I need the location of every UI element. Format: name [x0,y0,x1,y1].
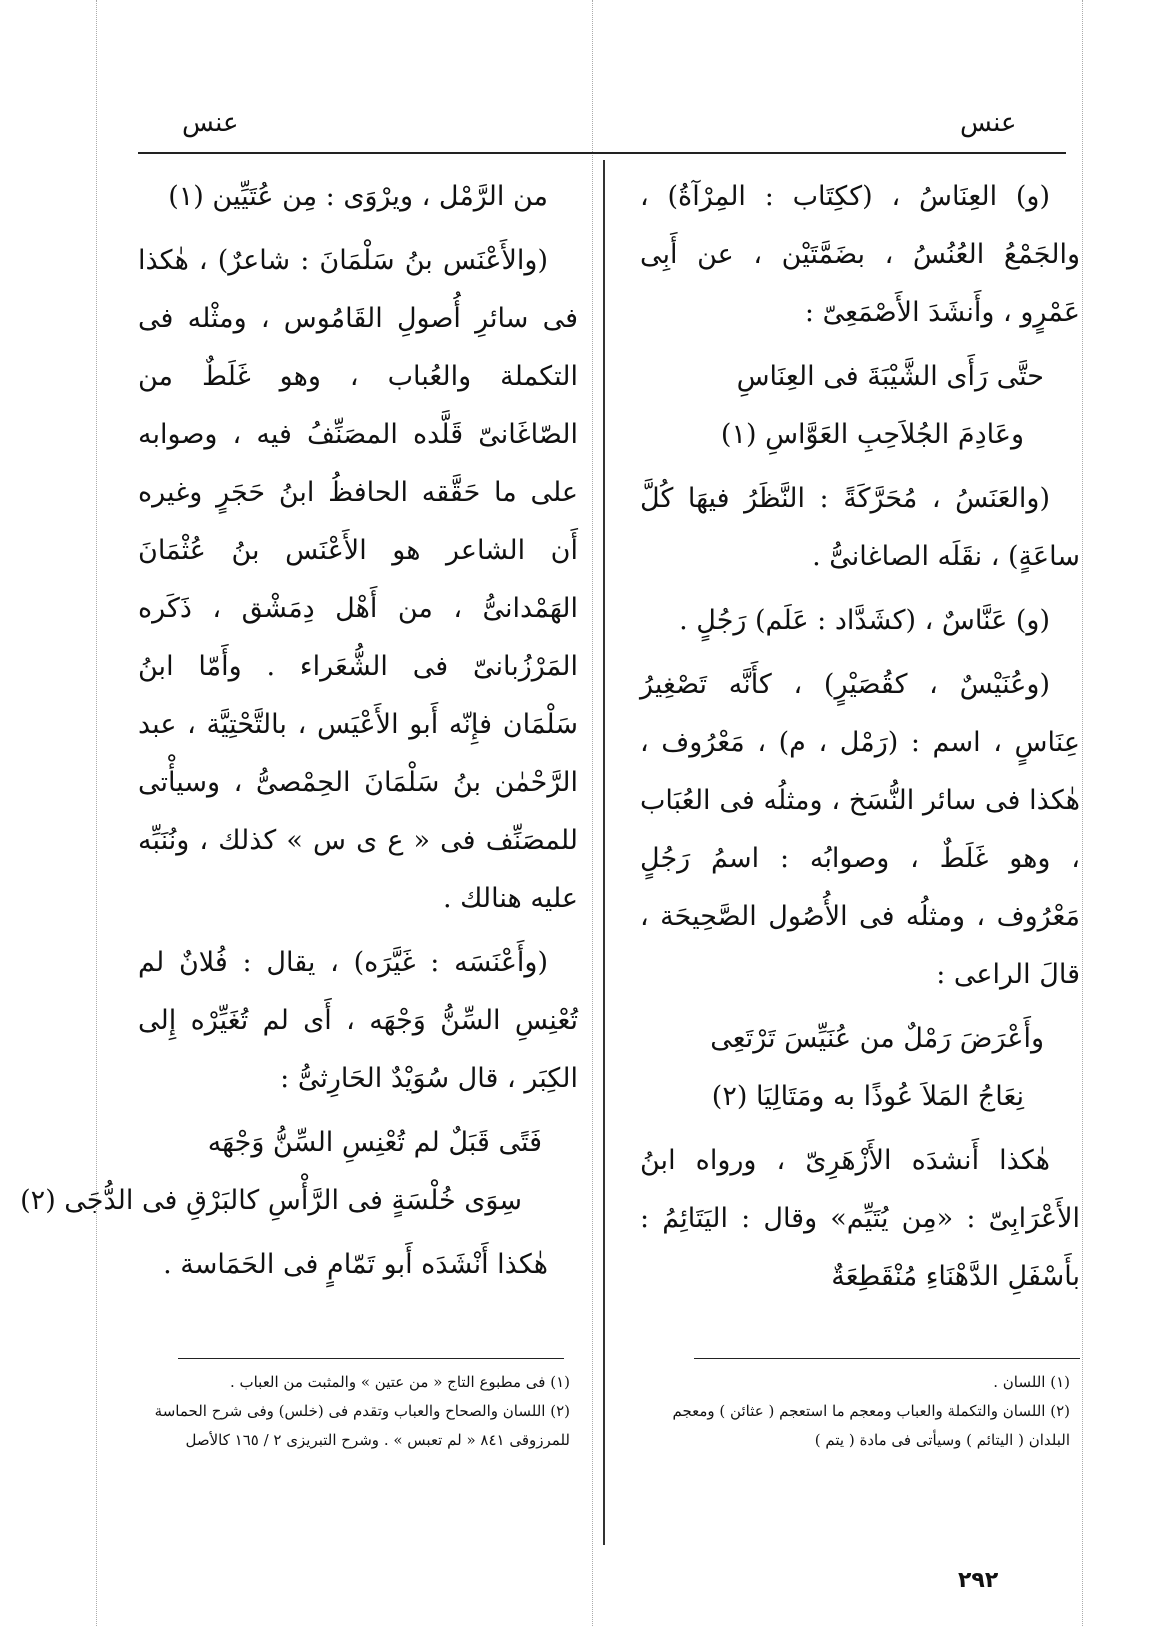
footnote-rule-left [178,1358,564,1359]
verse [640,1010,1080,1126]
paragraph: هٰكذا أَنْشَدَه أَبو تَمّامٍ فى الحَمَاسة . [163,1249,548,1280]
paragraph: (والعَنَسُ ، مُحَرَّكَةً : النَّظَرُ فيهَا كُلَّ ساعَةٍ) ، نقَلَه الصاغانىُّ . [640,483,1080,572]
verse-line: حتَّى رَأَى الشَّيْبَةَ فى العِنَاسِ [736,361,1044,392]
footnote: (١) فى مطبوع التاج « من عتين » والمثبت من العباب . [229,1373,570,1391]
page-number: ٢٩٢ [958,1568,999,1593]
scan-guide-line [1082,0,1083,1626]
right-column [640,168,1080,1312]
footnote: (١) اللسان . [993,1373,1070,1391]
verse-line: نِعَاجُ المَلاَ عُوذًا به ومَتَالِيَا (٢) [711,1081,1024,1112]
paragraph: (و) عَنَّاسٌ ، (كشَدَّاد : عَلَم) رَجُلٍ . [679,605,1050,636]
footnote: (٢) اللسان والصحاح والعباب وتقدم فى (خلس) وفى شرح الحماسة للمرزوقى ٨٤١ « لم تعبس » . وشرح التبريزى ٢ / ١٦٥ كالأصل [154,1402,570,1449]
paragraph: (والأَعْنَس بنُ سَلْمَانَ : شاعرٌ) ، هٰكذا فى سائرِ أُصولِ القَامُوس ، ومثْله فى التكملة والعُباب ، وهو غَلَطٌ من الصّاغَانىّ قَلَّده المصَنِّفُ فيه ، وصوابه على ما حَقَّقه الحافظُ ابنُ حَجَرٍ وغيره أَن الشاعر هو الأَعْنَس بنُ عُثْمَانَ الهَمْدانىُّ ، من أَهْل دِمَشْق ، ذَكَره المَرْزُبانىّ فى الشُّعَراء . وأَمّا ابنُ سَلْمَان فإِنّه أَبو الأَعْيَس ، بالتَّحْتِيَّة ، عبد الرَّحْمٰن بنُ سَلْمَانَ الحِمْصىُّ ، وسيأْتى للمصَنِّف فى « ع ى س » كذلك ، ونُنَبِّه عليه هنالك . [138,245,578,914]
scan-guide-line [96,0,97,1626]
footnote-rule-right [694,1358,1080,1359]
verse-line: وأَعْرَضَ رَمْلٌ من عُنَيِّسَ تَرْتَعِى [710,1023,1044,1054]
paragraph: هٰكذا أَنشدَه الأَزْهَرِىّ ، ورواه ابنُ الأَعْرَابِىّ : «مِن يُتَيِّم» وقال : اليَتَائِمُ : بأَسْفَلِ الدَّهْنَاءِ مُنْقَطِعَةٌ [640,1145,1080,1292]
paragraph: (وأَعْنَسَه : غَيَّرَه) ، يقال : فُلانٌ لم تُعْنِسِ السِّنُّ وَجْهَه ، أَى لم تُغَيِّرْه إِلى الكِبَر ، قال سُوَيْدٌ الحَارِثىُّ : [138,947,578,1094]
paragraph: (وعُنَيْسٌ ، كقُصَيْرٍ) ، كأَنَّه تَصْغِيرُ عِنَاسٍ ، اسم : (رَمْل ، م) ، مَعْرُوف ، هٰكذا فى سائر النُّسَخ ، ومثلُه فى العُبَاب ، وهو غَلَطٌ ، وصوابُه : اسمُ رَجُلٍ مَعْرُوف ، ومثلُه فى الأُصُول الصَّحِيحَة ، قالَ الراعى : [640,669,1080,990]
verse-line: فَتًى قَبَلٌ لم تُعْنِسِ السِّنُّ وَجْهَه [207,1127,542,1158]
running-head-right: عنس [960,108,1017,138]
header-rule [138,152,1066,154]
left-column [20,168,578,1300]
verse-line: وعَادِمَ الجُلاَحِبِ العَوَّاسِ (١) [720,419,1024,450]
paragraph: (و) العِنَاسُ ، (ككِتَاب : المِرْآةُ) ، والجَمْعُ العُنُسُ ، بضَمَّتَيْن ، عن أَبِى عَمْرٍو ، وأَنشَدَ الأَصْمَعِىّ : [640,181,1080,328]
paragraph: من الرَّمْل ، ويرْوَى : مِن عُتَيِّين (١) [168,181,548,212]
scan-guide-line [592,0,593,1626]
footnotes-right [640,1368,1070,1455]
column-divider [603,160,605,1545]
verse [20,1114,578,1230]
verse-line: سِوَى خُلْسَةٍ فى الرَّأْسِ كالبَرْقِ فى الدُّجَى (٢) [20,1185,522,1216]
footnote: (٢) اللسان والتكملة والعباب ومعجم ما استعجم ( عثائن ) ومعجم البلدان ( اليتائم ) وسيأتى فى مادة ( يتم ) [672,1402,1070,1449]
running-head-left: عنس [182,108,239,138]
verse [640,348,1080,464]
footnotes-left [140,1368,570,1455]
